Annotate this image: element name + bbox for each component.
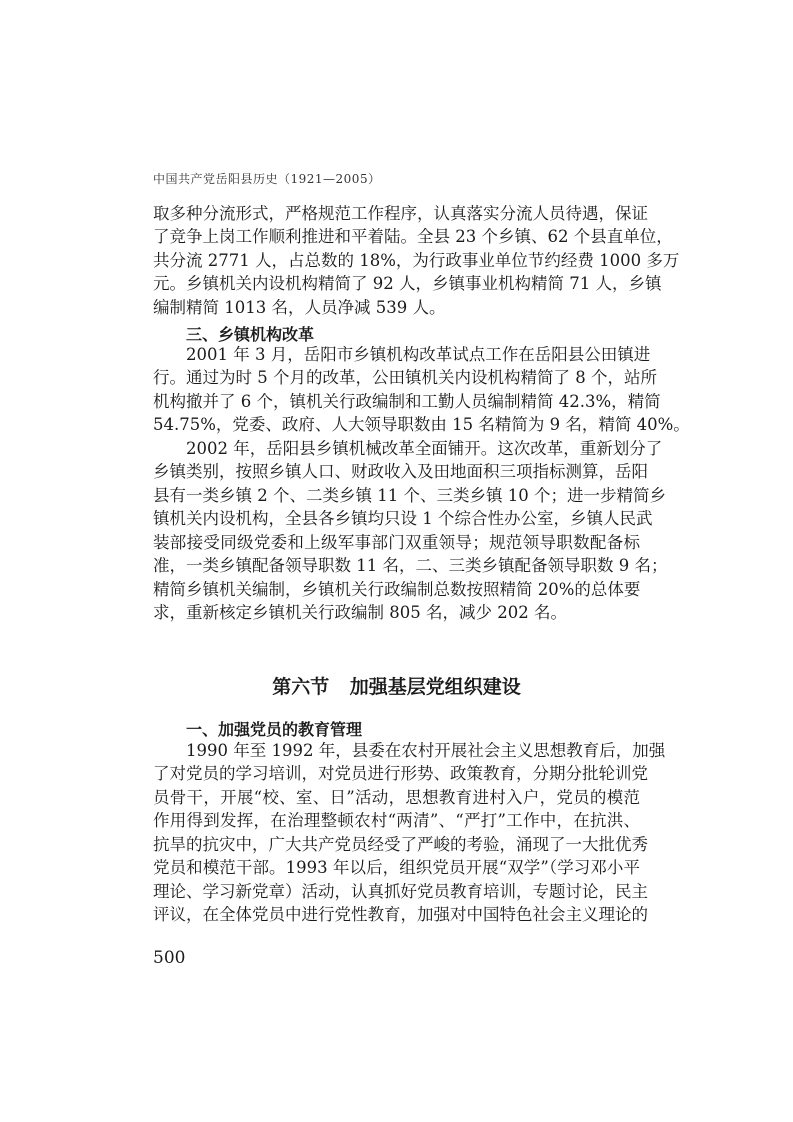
body-line: 了对党员的学习培训，对党员进行形势、政策教育，分期分批轮训党 [153, 764, 648, 783]
running-head: 中国共产党岳阳县历史（1921—2005） [153, 172, 381, 186]
body-line: 行。通过为时 5 个月的改革，公田镇机关内设机构精简了 8 个，站所 [153, 368, 657, 387]
body-line: 求，重新核定乡镇机关行政编制 805 名，减少 202 名。 [153, 603, 567, 622]
body-line: 评议，在全体党员中进行党性教育，加强对中国特色社会主义理论的 [153, 905, 648, 924]
body-line: 2001 年 3 月，岳阳市乡镇机构改革试点工作在岳阳县公田镇进 [186, 345, 651, 364]
body-line: 党员和模范干部。1993 年以后，组织党员开展“双学”（学习邓小平 [153, 858, 640, 877]
body-line: 精简乡镇机关编制，乡镇机关行政编制总数按照精简 20%的总体要 [153, 580, 641, 599]
section-title: 第六节 加强基层党组织建设 [272, 676, 521, 698]
body-line: 准，一类乡镇配备领导职数 11 名，二、三类乡镇配备领导职数 9 名； [153, 556, 668, 575]
body-line: 1990 年至 1992 年，县委在农村开展社会主义思想教育后，加强 [186, 741, 666, 760]
body-line: 乡镇类别，按照乡镇人口、财政收入及田地面积三项指标测算，岳阳 [153, 462, 648, 481]
body-line: 取多种分流形式，严格规范工作程序，认真落实分流人员待遇，保证 [153, 204, 648, 223]
body-line: 员骨干，开展“校、室、日”活动，思想教育进村入户，党员的模范 [153, 788, 640, 807]
body-line: 装部接受同级党委和上级军事部门双重领导；规范领导职数配备标 [153, 533, 640, 552]
body-line: 了竞争上岗工作顺利推进和平着陆。全县 23 个乡镇、62 个县直单位， [153, 227, 673, 246]
body-line: 54.75%，党委、政府、人大领导职数由 15 名精简为 9 名，精简 40%。 [153, 415, 690, 434]
body-line: 元。乡镇机关内设机构精简了 92 人，乡镇事业机构精简 71 人，乡镇 [153, 274, 662, 293]
body-line: 机构撤并了 6 个，镇机关行政编制和工勤人员编制精简 42.3%，精简 [153, 392, 661, 411]
body-line: 理论、学习新党章）活动，认真抓好党员教育培训，专题讨论，民主 [153, 882, 648, 901]
body-line: 作用得到发挥，在治理整顿农村“两清”、“严打”工作中，在抗洪、 [153, 811, 640, 830]
body-line: 县有一类乡镇 2 个、二类乡镇 11 个、三类乡镇 10 个；进一步精简乡 [153, 486, 666, 505]
subsection-heading: 三、乡镇机构改革 [186, 325, 315, 344]
subsection-heading: 一、加强党员的教育管理 [186, 720, 363, 739]
page-number: 500 [153, 948, 186, 968]
body-line: 镇机关内设机构，全县各乡镇均只设 1 个综合性办公室，乡镇人民武 [153, 509, 653, 528]
body-line: 共分流 2771 人，占总数的 18%，为行政事业单位节约经费 1000 多万 [153, 251, 680, 270]
body-line: 2002 年，岳阳县乡镇机械改革全面铺开。这次改革，重新划分了 [186, 439, 663, 458]
body-line: 编制精简 1013 名，人员净减 539 人。 [153, 298, 446, 317]
body-line: 抗旱的抗灾中，广大共产党员经受了严峻的考验，涌现了一大批优秀 [153, 835, 648, 854]
